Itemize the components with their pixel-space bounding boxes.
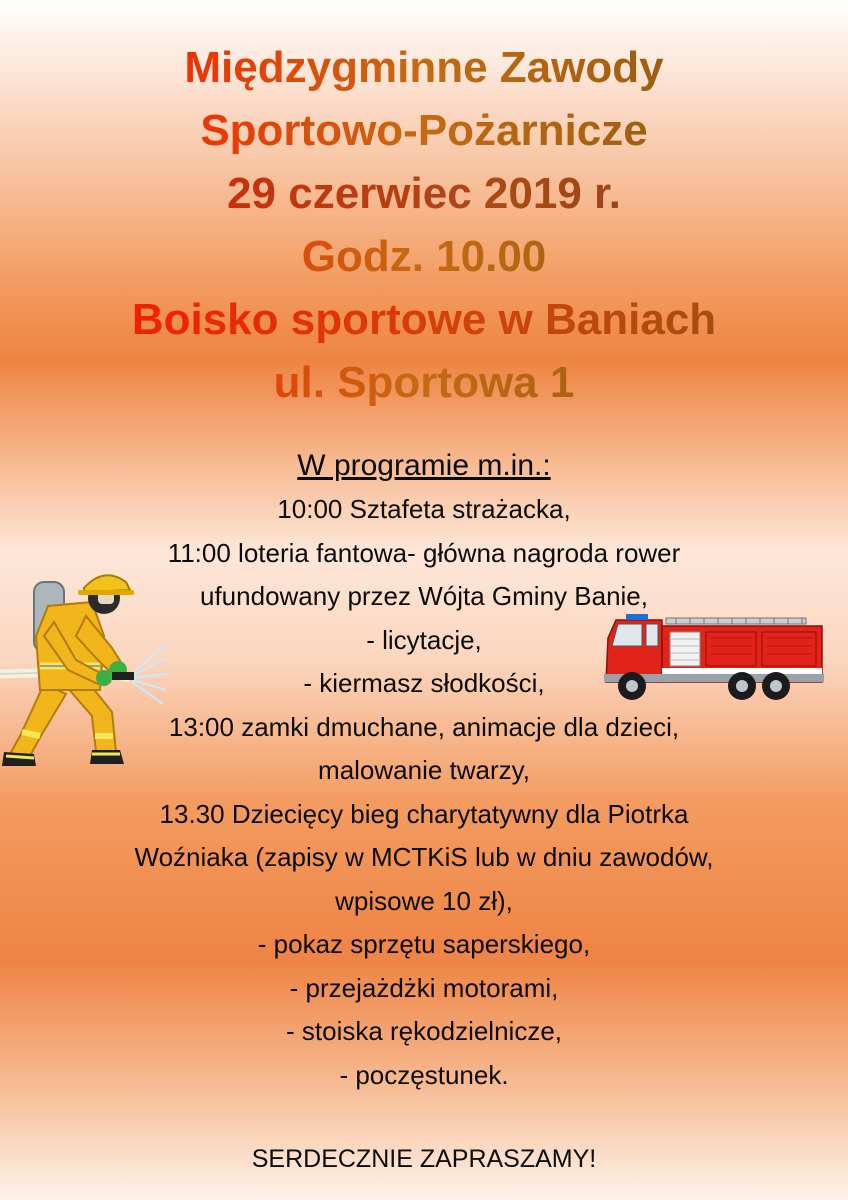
event-title-line-2: Sportowo-Pożarnicze: [0, 99, 848, 162]
program-item: 13:00 zamki dmuchane, animacje dla dzieci,: [168, 711, 680, 742]
program-item: wpisowe 10 zł),: [335, 885, 513, 916]
event-title-line-1: Międzygminne Zawody: [0, 36, 848, 99]
poster-header: [0, 36, 848, 414]
program-item: - stoiska rękodzielnicze,: [286, 1016, 562, 1046]
program-item: malowanie twarzy,: [318, 755, 530, 785]
event-venue: Boisko sportowe w Baniach: [0, 288, 848, 351]
program-title: W programie m.in.:: [297, 449, 551, 482]
program-item: - licytacje,: [366, 624, 482, 655]
program-item: - kiermasz słodkości,: [303, 668, 545, 698]
program-item: - przejażdżki motorami,: [289, 972, 559, 1003]
program-item: - poczęstunek.: [339, 1059, 509, 1090]
program-item: 11:00 loteria fantowa- główna nagroda rower: [167, 537, 681, 568]
program-item: - pokaz sprzętu saperskiego,: [257, 929, 591, 959]
fire-truck-icon: [602, 612, 828, 704]
event-date: 29 czerwiec 2019 r.: [0, 162, 848, 225]
program-item: ufundowany przez Wójta Gminy Banie,: [200, 581, 648, 611]
program-item: Woźniaka (zapisy w MCTKiS lub w dniu zawodów,: [134, 842, 714, 872]
invitation-footer: SERDECZNIE ZAPRASZAMY!: [251, 1145, 597, 1173]
program-item: 10:00 Sztafeta strażacka,: [277, 494, 571, 524]
firefighter-with-hose-icon: [0, 566, 170, 776]
event-address: ul. Sportowa 1: [0, 351, 848, 414]
program-item: 13.30 Dziecięcy bieg charytatywny dla Piotrka: [159, 798, 689, 829]
event-time: Godz. 10.00: [0, 225, 848, 288]
